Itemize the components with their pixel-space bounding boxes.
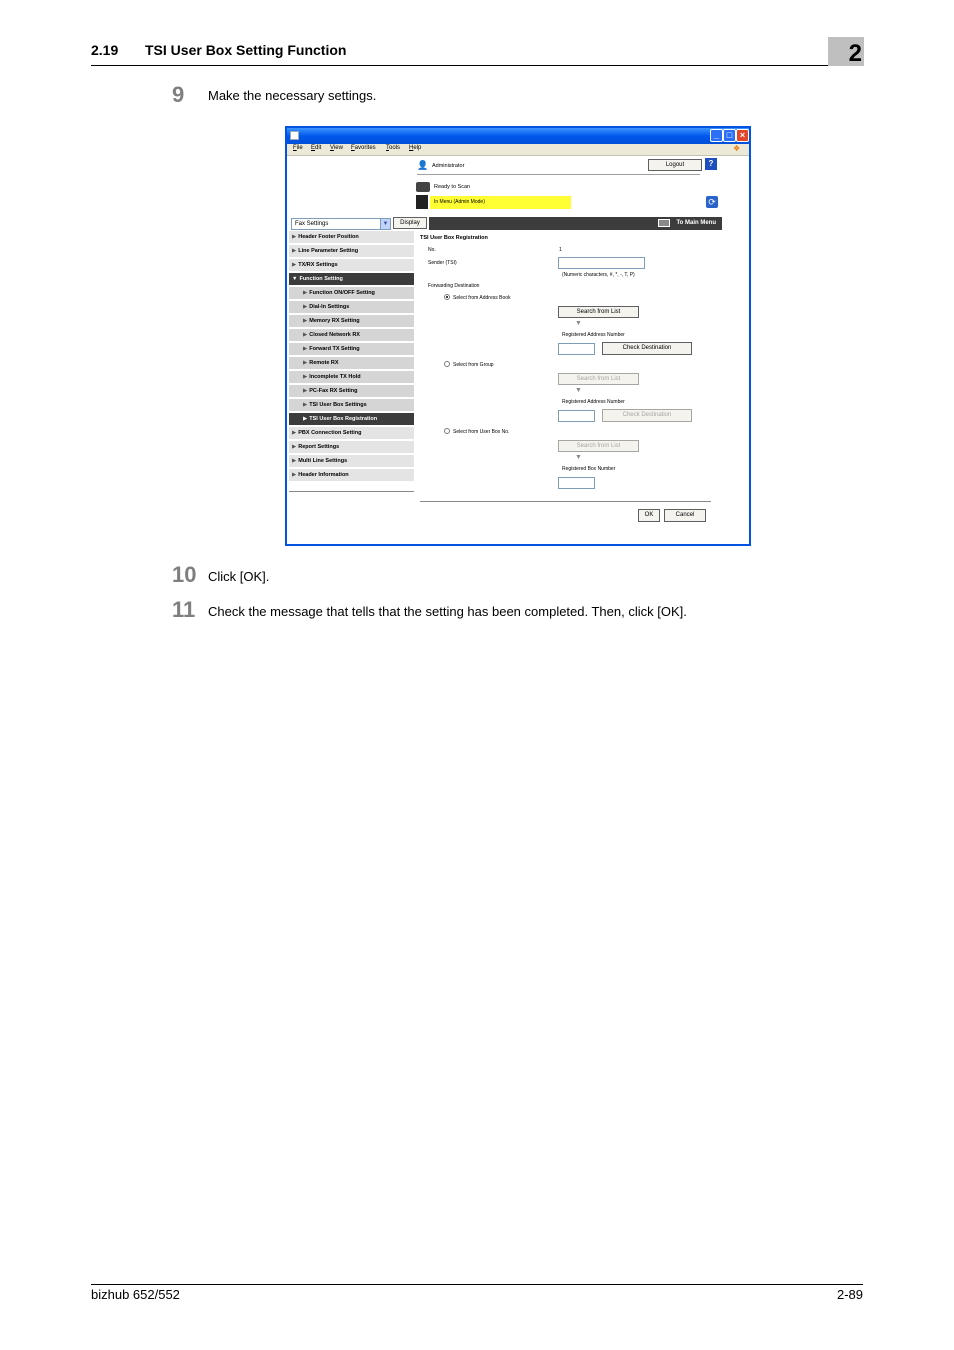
- chapter-badge: 2: [828, 37, 864, 66]
- triangle-right-icon: ▶: [292, 458, 297, 464]
- title-bar: [287, 128, 749, 144]
- close-button[interactable]: ×: [736, 129, 749, 142]
- search-from-list-button[interactable]: Search from List: [558, 440, 639, 452]
- browser-window: [285, 126, 751, 546]
- sidebar-item-header-footer-position[interactable]: ▶ Header Footer Position: [289, 231, 414, 244]
- arrow-down-icon: ▼: [575, 454, 582, 461]
- radio-user-box-label: Select from User Box No.: [453, 429, 510, 435]
- radio-address-book-label: Select from Address Book: [453, 295, 511, 301]
- arrow-down-icon: ▼: [575, 387, 582, 394]
- display-button[interactable]: Display: [393, 217, 427, 229]
- registered-address-label: Registered Address Number: [562, 332, 625, 338]
- sidebar-item-closed-network-rx[interactable]: ▶ Closed Network RX: [289, 329, 414, 342]
- triangle-right-icon: ▶: [292, 430, 297, 436]
- search-from-list-button[interactable]: Search from List: [558, 373, 639, 385]
- footer-page-number: 2-89: [836, 1287, 863, 1302]
- triangle-right-icon: ▶: [292, 444, 297, 450]
- radio-group-label: Select from Group: [453, 362, 494, 368]
- no-value: 1: [559, 247, 562, 253]
- form-divider: [420, 501, 711, 502]
- registered-address-label: Registered Address Number: [562, 399, 625, 405]
- sender-input[interactable]: [558, 257, 645, 269]
- triangle-right-icon: ▶: [303, 374, 308, 380]
- footer-rule: [91, 1284, 863, 1285]
- step-text: Check the message that tells that the setting has been completed. Then, click [OK].: [208, 604, 687, 619]
- registered-address-input[interactable]: [558, 410, 595, 422]
- status-ready: Ready to Scan: [434, 184, 471, 190]
- no-label: No.: [428, 247, 436, 253]
- menu-tools[interactable]: Tools: [386, 145, 401, 151]
- triangle-right-icon: ▶: [303, 360, 308, 366]
- sidebar-item-dial-in[interactable]: ▶ Dial-In Settings: [289, 301, 414, 314]
- refresh-icon[interactable]: ⟳: [706, 196, 718, 208]
- ok-button[interactable]: OK: [638, 509, 660, 522]
- triangle-right-icon: ▶: [292, 248, 297, 254]
- to-main-menu-link[interactable]: To Main Menu: [676, 220, 716, 226]
- triangle-right-icon: ▶: [303, 416, 308, 422]
- triangle-right-icon: ▶: [292, 472, 297, 478]
- nav-bar: [429, 217, 722, 230]
- triangle-right-icon: ▶: [303, 332, 308, 338]
- form-heading: TSI User Box Registration: [420, 235, 488, 241]
- header-rule: [91, 65, 863, 66]
- section-title: TSI User Box Setting Function: [145, 42, 347, 58]
- section-number: 2.19: [91, 42, 119, 58]
- menu-edit[interactable]: Edit: [311, 145, 322, 151]
- forwarding-label: Forwarding Destination: [428, 283, 480, 289]
- step-text: Make the necessary settings.: [208, 88, 377, 103]
- triangle-down-icon: ▼: [292, 276, 298, 282]
- status-mode: In Menu (Admin Mode): [434, 199, 485, 205]
- mode-select-value: Fax Settings: [295, 221, 329, 227]
- machine-icon: [416, 195, 428, 209]
- chevron-down-icon[interactable]: ▼: [380, 219, 390, 229]
- triangle-right-icon: ▶: [303, 304, 308, 310]
- registered-box-label: Registered Box Number: [562, 466, 616, 472]
- step-number: 11: [172, 597, 196, 622]
- menu-view[interactable]: View: [330, 145, 343, 151]
- admin-icon: 👤: [417, 160, 429, 170]
- menu-favorites[interactable]: Favorites: [351, 145, 376, 151]
- triangle-right-icon: ▶: [303, 402, 308, 408]
- printer-icon: [416, 182, 430, 192]
- step-number: 10: [172, 562, 197, 587]
- sidebar-item-incomplete-tx-hold[interactable]: ▶ Incomplete TX Hold: [289, 371, 414, 384]
- triangle-right-icon: ▶: [292, 262, 297, 268]
- sidebar-item-report-settings[interactable]: ▶ Report Settings: [289, 441, 414, 454]
- sidebar-divider: [289, 491, 414, 492]
- sidebar-item-tsi-user-box-settings[interactable]: ▶ TSI User Box Settings: [289, 399, 414, 412]
- maximize-button[interactable]: □: [723, 129, 736, 142]
- sender-label: Sender (TSI): [428, 260, 457, 266]
- menu-help[interactable]: Help: [409, 145, 422, 151]
- radio-user-box[interactable]: [444, 428, 450, 434]
- sidebar-item-function-setting[interactable]: ▼ Function Setting: [289, 273, 414, 286]
- triangle-right-icon: ▶: [303, 290, 308, 296]
- user-name: Administrator: [432, 163, 465, 169]
- sidebar-item-txrx[interactable]: ▶ TX/RX Settings: [289, 259, 414, 272]
- minimize-button[interactable]: _: [710, 129, 723, 142]
- radio-address-book[interactable]: [444, 294, 450, 300]
- logout-button[interactable]: Logout: [648, 159, 702, 171]
- sender-hint: (Numeric characters, #, *, -, T, P): [562, 272, 635, 278]
- triangle-right-icon: ▶: [303, 346, 308, 352]
- sidebar-item-function-onoff[interactable]: ▶ Function ON/OFF Setting: [289, 287, 414, 300]
- windows-logo-icon: ❖: [733, 144, 741, 153]
- sidebar-item-header-information[interactable]: ▶ Header Information: [289, 469, 414, 482]
- help-icon[interactable]: ?: [705, 158, 717, 170]
- sidebar-item-memory-rx[interactable]: ▶ Memory RX Setting: [289, 315, 414, 328]
- registered-address-input[interactable]: [558, 343, 595, 355]
- cancel-button[interactable]: Cancel: [664, 509, 706, 522]
- triangle-right-icon: ▶: [292, 234, 297, 240]
- triangle-right-icon: ▶: [303, 318, 308, 324]
- sidebar-item-forward-tx[interactable]: ▶ Forward TX Setting: [289, 343, 414, 356]
- sidebar-item-line-parameter[interactable]: ▶ Line Parameter Setting: [289, 245, 414, 258]
- main-menu-icon: [658, 219, 670, 227]
- sidebar-item-pc-fax-rx[interactable]: ▶ PC-Fax RX Setting: [289, 385, 414, 398]
- search-from-list-button[interactable]: Search from List: [558, 306, 639, 318]
- mode-select[interactable]: [291, 218, 391, 230]
- registered-box-input[interactable]: [558, 477, 595, 489]
- menu-bar: [287, 144, 749, 156]
- sidebar-item-pbx-connection[interactable]: ▶ PBX Connection Setting: [289, 427, 414, 440]
- sidebar-item-multi-line[interactable]: ▶ Multi Line Settings: [289, 455, 414, 468]
- footer-product: bizhub 652/552: [91, 1287, 180, 1302]
- triangle-right-icon: ▶: [303, 388, 308, 394]
- step-text: Click [OK].: [208, 569, 270, 584]
- check-destination-button[interactable]: Check Destination: [602, 409, 692, 422]
- menu-file[interactable]: File: [293, 145, 303, 151]
- radio-group[interactable]: [444, 361, 450, 367]
- step-number: 9: [172, 82, 185, 107]
- arrow-down-icon: ▼: [575, 320, 582, 327]
- sidebar-item-tsi-user-box-registration[interactable]: ▶ TSI User Box Registration: [289, 413, 414, 426]
- divider: [417, 174, 700, 175]
- window-icon: [290, 131, 299, 140]
- check-destination-button[interactable]: Check Destination: [602, 342, 692, 355]
- sidebar-item-remote-rx[interactable]: ▶ Remote RX: [289, 357, 414, 370]
